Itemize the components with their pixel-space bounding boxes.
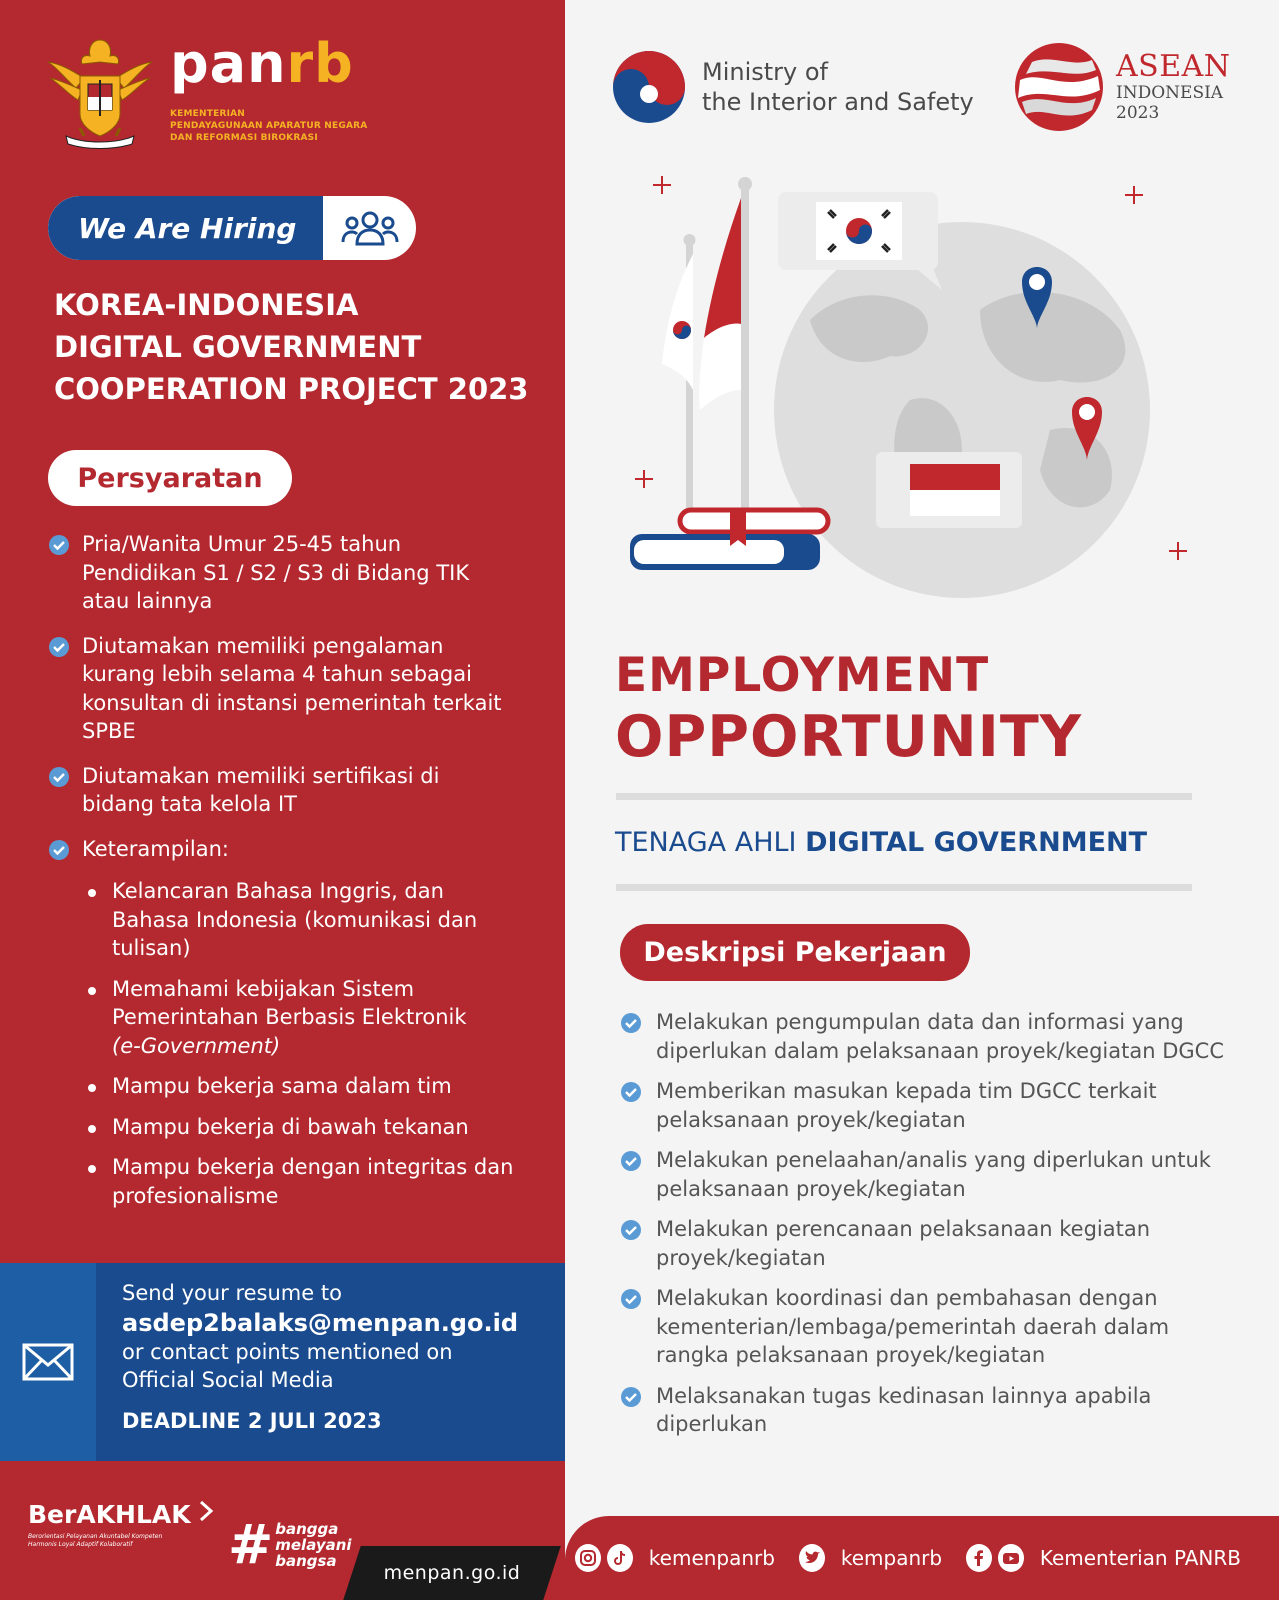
mois-text — [702, 57, 974, 117]
job-item — [620, 1284, 1240, 1370]
hashtag-symbol: # — [228, 1513, 274, 1576]
social-links — [575, 1538, 1265, 1578]
headline-line-1: EMPLOYMENT — [615, 648, 990, 703]
job-item — [620, 1382, 1240, 1439]
requirement-item — [48, 632, 548, 746]
project-title-line-2: DIGITAL GOVERNMENT — [54, 330, 422, 364]
contact-text — [122, 1279, 552, 1433]
mail-icon-box — [0, 1263, 96, 1461]
divider-bottom — [616, 884, 1192, 891]
job-item — [620, 1146, 1240, 1203]
skill-text — [112, 975, 512, 1061]
youtube-icon[interactable] — [998, 1544, 1024, 1572]
job-text: Memberikan masukan kepada tim DGCC terkait pelaksanaan proyek/kegiatan — [656, 1079, 1157, 1132]
requirements-list — [48, 530, 548, 1222]
contact-email[interactable]: asdep2balaks@menpan.go.id — [122, 1308, 518, 1337]
chevron-right-icon — [198, 1500, 214, 1522]
asean-line-1: ASEAN — [1116, 49, 1231, 84]
role-title — [615, 827, 1147, 858]
asean-logo — [1012, 40, 1231, 134]
contact-line-2: or contact points mentioned on — [122, 1339, 453, 1364]
job-description-heading-label: Deskripsi Pekerjaan — [643, 937, 947, 968]
website-link[interactable]: menpan.go.id — [383, 1562, 521, 1584]
brand-sub-line-1: KEMENTERIAN — [170, 109, 246, 119]
job-text: Melakukan penelaahan/analis yang diperlukan untuk pelaksanaan proyek/kegiatan — [656, 1148, 1211, 1201]
job-text: Melakukan pengumpulan data dan informasi yang diperlukan dalam pelaksanaan proyek/kegiatan DGCC — [656, 1010, 1224, 1063]
job-text: Melaksanakan tugas kedinasan lainnya apabila diperlukan — [656, 1383, 1152, 1436]
check-circle-icon — [48, 766, 70, 788]
mois-line-1: Ministry of — [702, 58, 828, 86]
brand-name — [170, 32, 367, 95]
project-title-line-1: KOREA-INDONESIA — [54, 288, 359, 322]
requirements-heading — [48, 450, 292, 506]
bullet-icon — [88, 1125, 96, 1133]
job-item — [620, 1077, 1240, 1134]
check-circle-icon — [48, 839, 70, 861]
contact-line-3: Official Social Media — [122, 1368, 334, 1392]
check-circle-icon — [620, 1288, 642, 1310]
skills-list — [88, 877, 548, 1210]
check-circle-icon — [48, 534, 70, 556]
requirements-heading-label: Persyaratan — [77, 462, 263, 494]
bangga-word-1: bangga — [275, 1520, 339, 1538]
skill-text: Mampu bekerja sama dalam tim — [112, 1074, 452, 1098]
requirement-item — [48, 762, 548, 819]
bullet-icon — [88, 987, 96, 995]
tiktok-icon[interactable] — [607, 1544, 633, 1572]
check-circle-icon — [620, 1012, 642, 1034]
brand-subtitle — [170, 108, 367, 144]
skill-item — [88, 1153, 548, 1210]
hiring-label: We Are Hiring — [78, 211, 297, 245]
bullet-icon — [88, 1084, 96, 1092]
bullet-icon — [88, 1165, 96, 1173]
project-title-line-3: COOPERATION PROJECT 2023 — [54, 372, 529, 406]
contact-box — [0, 1263, 565, 1461]
requirement-item — [48, 530, 548, 616]
twitter-icon[interactable] — [799, 1544, 825, 1572]
berakhlak-title: BerAKHLAK — [28, 1500, 191, 1529]
mois-emblem-icon — [612, 50, 686, 124]
role-title-a: TENAGA AHLI — [615, 827, 806, 858]
bangga-word-3: bangsa — [275, 1552, 337, 1570]
job-description-list — [620, 1008, 1240, 1451]
korea-indonesia-illustration — [620, 170, 1220, 610]
brand-block — [170, 32, 368, 144]
bullet-icon — [88, 889, 96, 897]
envelope-icon — [22, 1343, 74, 1381]
project-title — [54, 284, 554, 410]
brand-sub-line-2: PENDAYAGUNAAN APARATUR NEGARA — [170, 121, 368, 131]
brand-sub-line-3: DAN REFORMASI BIROKRASI — [170, 133, 318, 143]
check-circle-icon — [48, 636, 70, 658]
job-item — [620, 1215, 1240, 1272]
bangga-words — [275, 1521, 351, 1569]
requirement-text: Pria/Wanita Umur 25-45 tahun Pendidikan S1 / S2 / S3 di Bidang TIK atau lainnya — [82, 532, 470, 613]
skill-text: Mampu bekerja di bawah tekanan — [112, 1114, 469, 1139]
hiring-label-box — [48, 196, 323, 260]
social-handle-kemenpanrb[interactable]: kemenpanrb — [648, 1546, 775, 1570]
asean-line-3: 2023 — [1116, 103, 1160, 123]
skill-item — [88, 1113, 548, 1142]
deadline-text: DEADLINE 2 JULI 2023 — [122, 1408, 382, 1433]
role-title-b: DIGITAL GOVERNMENT — [805, 827, 1148, 858]
skill-item — [88, 1072, 548, 1101]
requirement-text: Keterampilan: — [82, 836, 230, 861]
check-circle-icon — [620, 1081, 642, 1103]
team-icon — [341, 208, 399, 248]
job-description-heading — [620, 924, 970, 981]
brand-name-b: rb — [286, 32, 354, 95]
panrb-logo — [44, 32, 367, 150]
berakhlak-sub-line-2: Harmonis Loyal Adaptif Kolaboratif — [28, 1541, 133, 1548]
skill-item — [88, 975, 548, 1061]
berakhlak-sub-line-1: Berorientasi Pelayanan Akuntabel Kompeten — [28, 1533, 163, 1540]
bangga-word-2: melayani — [275, 1536, 352, 1554]
contact-line-1: Send your resume to — [122, 1281, 342, 1305]
facebook-icon[interactable] — [966, 1544, 992, 1572]
job-item — [620, 1008, 1240, 1065]
skill-item — [88, 877, 548, 963]
skill-text-italic: (e-Government) — [112, 1033, 281, 1058]
check-circle-icon — [620, 1386, 642, 1408]
hiring-badge — [48, 196, 416, 260]
skill-text: Mampu bekerja dengan integritas dan profesionalisme — [112, 1155, 514, 1208]
asean-text — [1116, 51, 1231, 123]
divider-top — [616, 793, 1192, 800]
instagram-icon[interactable] — [575, 1544, 601, 1572]
requirement-item — [48, 835, 548, 864]
check-circle-icon — [620, 1219, 642, 1241]
berakhlak-subtitle — [28, 1533, 191, 1549]
skill-text: Kelancaran Bahasa Inggris, dan Bahasa Indonesia (komunikasi dan tulisan) — [112, 879, 478, 960]
mois-line-2: the Interior and Safety — [702, 88, 974, 116]
bangga-melayani-logo — [228, 1513, 352, 1576]
brand-name-a: pan — [170, 32, 287, 95]
requirement-text: Diutamakan memiliki sertifikasi di bidang tata kelola IT — [82, 763, 440, 816]
social-handle-kempanrb[interactable]: kempanrb — [840, 1546, 943, 1570]
check-circle-icon — [620, 1150, 642, 1172]
hiring-icon-box — [323, 196, 416, 260]
asean-emblem-icon — [1012, 40, 1106, 134]
job-text: Melakukan koordinasi dan pembahasan dengan kementerian/lembaga/pemerintah daerah dalam rangka pelaksanaan proyek/kegiatan — [656, 1286, 1170, 1367]
social-handle-kementerian-panrb[interactable]: Kementerian PANRB — [1039, 1546, 1241, 1570]
skill-text-main: Memahami kebijakan Sistem Pemerintahan Berbasis Elektronik — [112, 976, 467, 1029]
garuda-emblem-icon — [44, 32, 156, 150]
job-text: Melakukan perencanaan pelaksanaan kegiatan proyek/kegiatan — [656, 1217, 1151, 1270]
berakhlak-logo — [28, 1500, 191, 1549]
requirement-text: Diutamakan memiliki pengalaman kurang lebih selama 4 tahun sebagai konsultan di instansi pemerintah terkait SPBE — [82, 633, 502, 743]
headline-line-2: OPPORTUNITY — [615, 704, 1083, 770]
asean-line-2: INDONESIA — [1116, 83, 1224, 103]
mois-logo — [612, 50, 974, 124]
